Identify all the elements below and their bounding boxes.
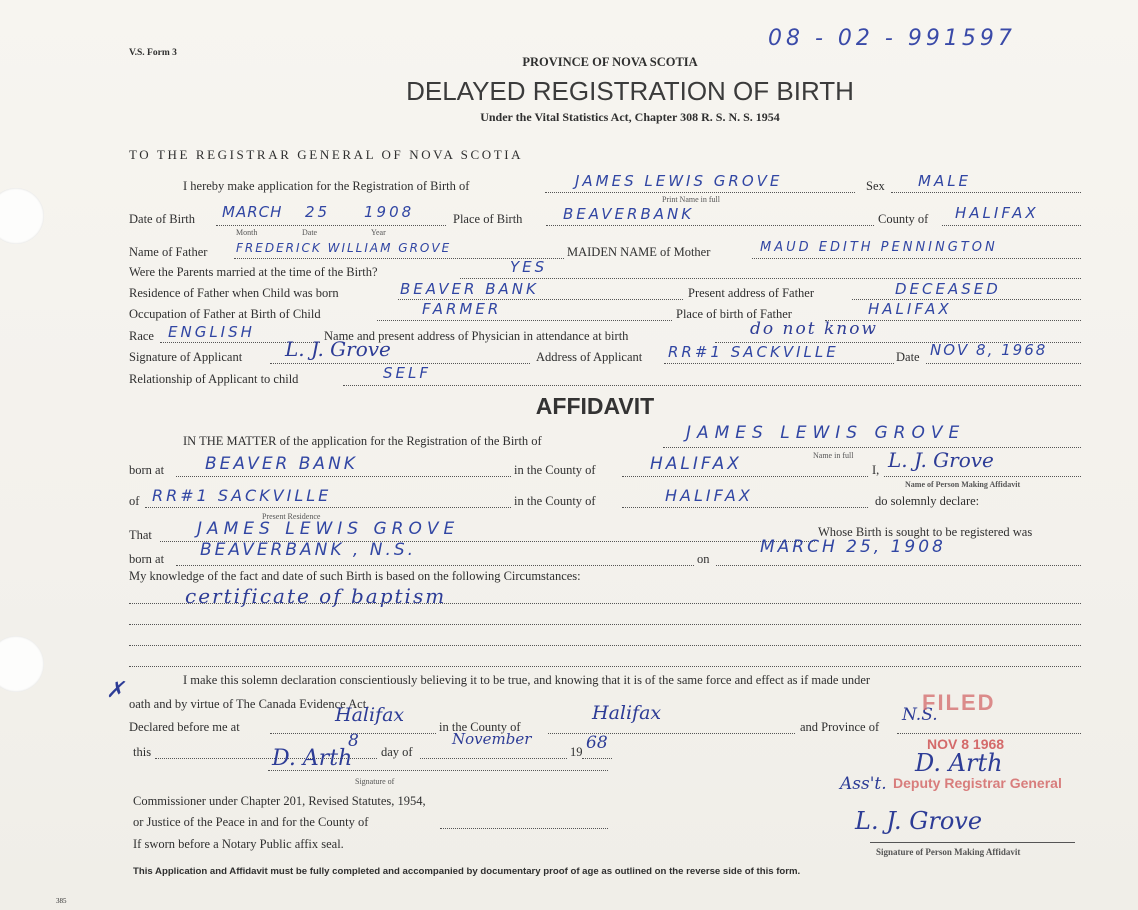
declaration-line-2: oath and by virtue of The Canada Evidence Act. bbox=[129, 697, 370, 711]
relationship-field: SELF bbox=[383, 364, 431, 382]
sex-label: Sex bbox=[866, 179, 885, 193]
declared-at-field: Halifax bbox=[335, 704, 405, 726]
physician-field: do not know bbox=[750, 319, 878, 339]
birth-day-field: 25 bbox=[305, 203, 331, 221]
physician-label: Name and present address of Physician in attendance at birth bbox=[324, 329, 629, 343]
footer-notice: This Application and Affidavit must be fully completed and accompanied by documentary proof of age as outlined on the reverse side of this form. bbox=[133, 866, 801, 877]
punch-hole bbox=[0, 636, 44, 692]
field-line bbox=[942, 225, 1081, 226]
that-label: That bbox=[129, 528, 152, 542]
affiant-caption: Name of Person Making Affidavit bbox=[905, 480, 1021, 489]
name-in-full-caption: Name in full bbox=[813, 451, 854, 460]
relationship-label: Relationship of Applicant to child bbox=[129, 372, 299, 386]
deputy-signature: D. Arth bbox=[915, 749, 1003, 777]
in-county-label: in the County of bbox=[514, 463, 596, 477]
applicant-signature: L. J. Grove bbox=[285, 337, 391, 361]
this-label: this bbox=[133, 745, 152, 759]
born-place-field: BEAVERBANK , N.S. bbox=[200, 540, 417, 560]
field-line bbox=[129, 645, 1081, 646]
field-line bbox=[176, 565, 694, 566]
affiant-born-at-field: BEAVER BANK bbox=[205, 454, 358, 474]
declared-year-field: 68 bbox=[586, 733, 608, 753]
knowledge-label: My knowledge of the fact and date of such Birth is based on the following Circumstances: bbox=[129, 569, 581, 583]
field-line bbox=[926, 363, 1081, 364]
commissioner-line-1: Commissioner under Chapter 201, Revised Statutes, 1954, bbox=[133, 794, 426, 808]
year-caption: Year bbox=[371, 228, 386, 237]
field-line bbox=[884, 476, 1081, 477]
field-line bbox=[897, 733, 1081, 734]
field-line bbox=[622, 507, 868, 508]
race-label: Race bbox=[129, 329, 154, 343]
addressee: TO THE REGISTRAR GENERAL OF NOVA SCOTIA bbox=[129, 147, 524, 162]
in-county-label: in the County of bbox=[514, 494, 596, 508]
field-line bbox=[268, 770, 608, 771]
father-occupation-field: FARMER bbox=[422, 300, 502, 318]
declared-province-field: N.S. bbox=[902, 705, 938, 725]
field-line bbox=[716, 565, 1081, 566]
that-name-field: JAMES LEWIS GROVE bbox=[197, 519, 460, 539]
declare-label: do solemnly declare: bbox=[875, 494, 980, 508]
birth-year-field: 1908 bbox=[364, 203, 415, 221]
applicant-address-label: Address of Applicant bbox=[536, 350, 643, 364]
date-label: Date bbox=[896, 350, 920, 364]
stamp-date: NOV 8 1968 bbox=[927, 736, 1005, 752]
declared-county-label: in the County of bbox=[439, 720, 521, 734]
date-caption: Date bbox=[302, 228, 318, 237]
field-line bbox=[129, 603, 1081, 604]
deputy-stamp: Deputy Registrar General bbox=[893, 775, 1062, 791]
place-of-birth-field: BEAVERBANK bbox=[563, 205, 695, 223]
child-name-field: JAMES LEWIS GROVE bbox=[575, 172, 783, 190]
field-line bbox=[420, 758, 567, 759]
of-label: of bbox=[129, 494, 140, 508]
county-label: County of bbox=[878, 212, 929, 226]
father-birthplace-label: Place of birth of Father bbox=[676, 307, 792, 321]
day-of-label: day of bbox=[381, 745, 413, 759]
filed-stamp: FILED bbox=[922, 690, 996, 715]
father-occupation-label: Occupation of Father at Birth of Child bbox=[129, 307, 321, 321]
affiant-birth-county-field: HALIFAX bbox=[650, 454, 742, 474]
circumstances-field: certificate of baptism bbox=[185, 584, 447, 608]
birth-month-field: MARCH bbox=[222, 203, 283, 221]
field-line bbox=[664, 363, 894, 364]
i-label: I, bbox=[872, 463, 880, 477]
check-mark-icon: ✗ bbox=[106, 678, 125, 703]
month-caption: Month bbox=[236, 228, 258, 237]
field-line bbox=[377, 320, 672, 321]
affiant-signature: L. J. Grove bbox=[888, 448, 994, 472]
father-residence-label: Residence of Father when Child was born bbox=[129, 286, 339, 300]
province-heading: PROVINCE OF NOVA SCOTIA bbox=[522, 55, 698, 69]
declared-label: Declared before me at bbox=[129, 720, 240, 734]
declared-county-field: Halifax bbox=[592, 702, 662, 724]
declared-month-field: November bbox=[452, 730, 532, 748]
punch-hole bbox=[0, 188, 44, 244]
parents-married-field: YES bbox=[510, 258, 548, 276]
field-line bbox=[582, 758, 612, 759]
form-number: V.S. Form 3 bbox=[129, 48, 177, 58]
signature-of-caption: Signature of bbox=[355, 777, 395, 786]
final-signature-caption: Signature of Person Making Affidavit bbox=[876, 847, 1021, 857]
province-label: and Province of bbox=[800, 720, 880, 734]
father-present-address-label: Present address of Father bbox=[688, 286, 815, 300]
father-present-address-field: DECEASED bbox=[895, 280, 1001, 298]
intro-label: I hereby make application for the Registration of Birth of bbox=[183, 179, 470, 193]
form-title: DELAYED REGISTRATION OF BIRTH bbox=[406, 76, 854, 106]
final-signature: L. J. Grove bbox=[855, 807, 983, 835]
form-subtitle: Under the Vital Statistics Act, Chapter 308 R. S. N. S. 1954 bbox=[480, 110, 780, 124]
affiant-residence-county-field: HALIFAX bbox=[665, 486, 753, 505]
field-line bbox=[176, 476, 511, 477]
born-at-label: born at bbox=[129, 552, 165, 566]
born-at-label: born at bbox=[129, 463, 165, 477]
printer-code: 385 bbox=[56, 897, 67, 905]
place-of-birth-label: Place of Birth bbox=[453, 212, 523, 226]
print-name-caption: Print Name in full bbox=[662, 195, 720, 204]
father-name-field: FREDERICK WILLIAM GROVE bbox=[236, 241, 452, 255]
field-line bbox=[129, 624, 1081, 625]
file-number: 08 - 02 - 991597 bbox=[768, 26, 1016, 51]
field-line bbox=[622, 476, 868, 477]
father-name-label: Name of Father bbox=[129, 245, 208, 259]
commissioner-signature: D. Arth bbox=[272, 746, 353, 771]
whose-birth-label: Whose Birth is sought to be registered was bbox=[818, 525, 1033, 539]
declared-day-field: 8 bbox=[348, 731, 359, 751]
year-prefix: 19 bbox=[570, 745, 583, 759]
subject-name-field: JAMES LEWIS GROVE bbox=[686, 423, 966, 443]
affidavit-heading: AFFIDAVIT bbox=[535, 393, 655, 419]
field-line bbox=[752, 258, 1081, 259]
race-field: ENGLISH bbox=[168, 323, 255, 341]
parents-married-label: Were the Parents married at the time of the Birth? bbox=[129, 265, 378, 279]
county-field: HALIFAX bbox=[955, 204, 1039, 222]
signature-line bbox=[870, 842, 1075, 843]
notary-line: If sworn before a Notary Public affix seal. bbox=[133, 837, 344, 851]
commissioner-line-2: or Justice of the Peace in and for the County of bbox=[133, 815, 369, 829]
asst-initials: Ass't. bbox=[840, 774, 887, 794]
field-line bbox=[546, 225, 874, 226]
applicant-address-field: RR#1 SACKVILLE bbox=[668, 343, 839, 361]
field-line bbox=[440, 828, 608, 829]
field-line bbox=[343, 385, 1081, 386]
field-line bbox=[891, 192, 1081, 193]
father-birthplace-field: HALIFAX bbox=[868, 300, 952, 318]
sex-field: MALE bbox=[918, 172, 972, 190]
matter-label: IN THE MATTER of the application for the Registration of the Birth of bbox=[183, 434, 542, 448]
father-residence-field: BEAVER BANK bbox=[400, 280, 539, 298]
field-line bbox=[663, 447, 1081, 448]
born-date-field: MARCH 25, 1908 bbox=[760, 537, 946, 557]
applicant-signature-label: Signature of Applicant bbox=[129, 350, 243, 364]
field-line bbox=[460, 278, 1081, 279]
declaration-line-1: I make this solemn declaration conscientiously believing it to be true, and knowing that it is of the same force and effect as if made under bbox=[183, 673, 871, 687]
application-date-field: NOV 8, 1968 bbox=[930, 341, 1048, 359]
field-line bbox=[145, 507, 511, 508]
field-line bbox=[129, 666, 1081, 667]
dob-label: Date of Birth bbox=[129, 212, 195, 226]
mother-maiden-field: MAUD EDITH PENNINGTON bbox=[760, 240, 998, 255]
mother-maiden-label: MAIDEN NAME of Mother bbox=[567, 245, 711, 259]
affiant-residence-field: RR#1 SACKVILLE bbox=[152, 486, 332, 505]
on-label: on bbox=[697, 552, 710, 566]
present-residence-caption: Present Residence bbox=[262, 512, 321, 521]
